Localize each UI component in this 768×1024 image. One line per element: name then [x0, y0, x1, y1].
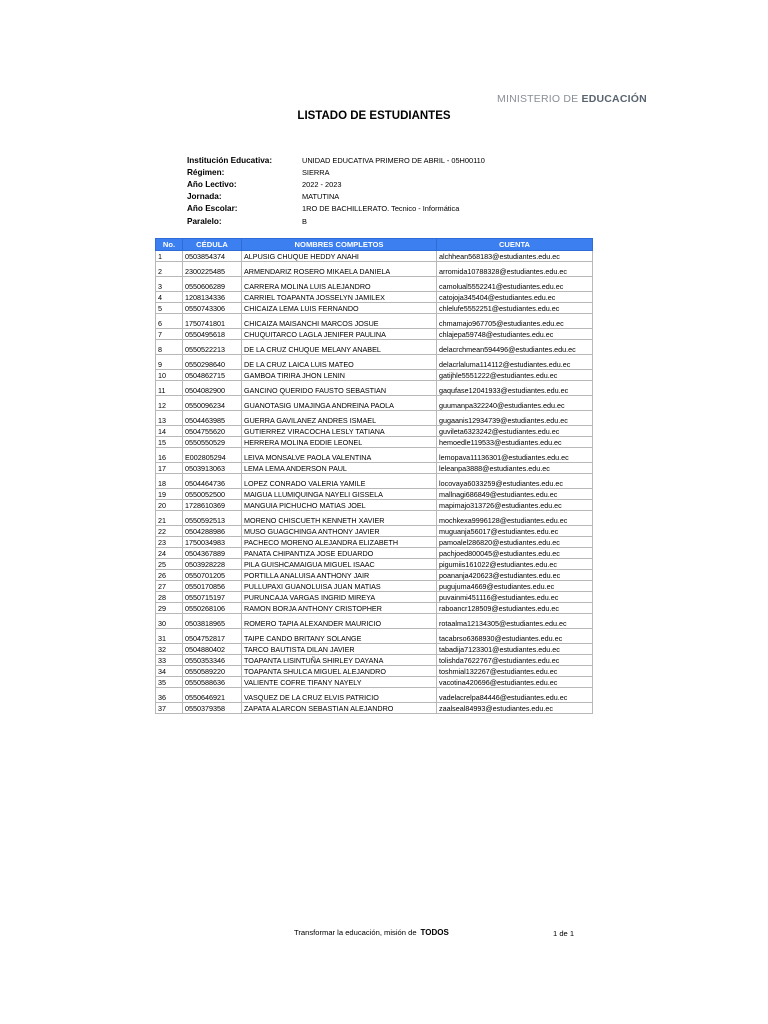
- cell-cedula: 0550701205: [183, 570, 242, 581]
- cell-cedula: 0550550529: [183, 437, 242, 448]
- cell-cedula: 0550588636: [183, 677, 242, 688]
- cell-nombre: TOAPANTA SHULCA MIGUEL ALEJANDRO: [242, 666, 437, 677]
- table-row: [156, 329, 593, 340]
- cell-cuenta: camolual5552241@estudiantes.edu.ec: [437, 277, 593, 292]
- cell-nombre: MUSO GUAGCHINGA ANTHONY JAVIER: [242, 526, 437, 537]
- cell-no: 18: [156, 474, 183, 489]
- info-label: Jornada:: [187, 192, 222, 202]
- table-row: [156, 644, 593, 655]
- info-value: 1RO DE BACHILLERATO. Tecnico - Informática: [302, 204, 460, 214]
- cell-nombre: DE LA CRUZ CHUQUE MELANY ANABEL: [242, 340, 437, 355]
- cell-cedula: 0503928228: [183, 559, 242, 570]
- cell-nombre: LOPEZ CONRADO VALERIA YAMILE: [242, 474, 437, 489]
- cell-cedula: 0504367889: [183, 548, 242, 559]
- cell-cuenta: tabadija7123301@estudiantes.edu.ec: [437, 644, 593, 655]
- table-row: [156, 370, 593, 381]
- info-value: 2022 - 2023: [302, 179, 342, 189]
- cell-cedula: 0550052500: [183, 489, 242, 500]
- table-row: [156, 303, 593, 314]
- cell-no: 23: [156, 537, 183, 548]
- cell-cuenta: catojoja345404@estudiantes.edu.ec: [437, 292, 593, 303]
- info-label: Régimen:: [187, 167, 225, 177]
- cell-cedula: 0504880402: [183, 644, 242, 655]
- table-row: [156, 474, 593, 489]
- ministry-prefix: MINISTERIO DE: [497, 93, 579, 105]
- cell-cuenta: pugujuma4669@estudiantes.edu.ec: [437, 581, 593, 592]
- cell-no: 8: [156, 340, 183, 355]
- cell-nombre: PURUNCAJA VARGAS INGRID MIREYA: [242, 592, 437, 603]
- info-row: [187, 178, 485, 190]
- footer-text: Transformar la educación, misión de: [294, 928, 417, 937]
- cell-cuenta: locovaya6033259@estudiantes.edu.ec: [437, 474, 593, 489]
- table-row: [156, 448, 593, 463]
- table-row: [156, 314, 593, 329]
- cell-nombre: CARRERA MOLINA LUIS ALEJANDRO: [242, 277, 437, 292]
- cell-no: 4: [156, 292, 183, 303]
- cell-cuenta: rotaalma12134305@estudiantes.edu.ec: [437, 614, 593, 629]
- cell-no: 28: [156, 592, 183, 603]
- header-no: No.: [156, 239, 183, 251]
- cell-no: 17: [156, 463, 183, 474]
- table-row: [156, 437, 593, 448]
- cell-nombre: PILA GUISHCAMAIGUA MIGUEL ISAAC: [242, 559, 437, 570]
- cell-nombre: LEMA LEMA ANDERSON PAUL: [242, 463, 437, 474]
- cell-no: 26: [156, 570, 183, 581]
- cell-cedula: 0550170856: [183, 581, 242, 592]
- cell-nombre: MAIGUA LLUMIQUINGA NAYELI GISSELA: [242, 489, 437, 500]
- table-row: [156, 411, 593, 426]
- table-body: [156, 251, 593, 714]
- cell-cedula: 0550495618: [183, 329, 242, 340]
- cell-nombre: GUTIERREZ VIRACOCHA LESLY TATIANA: [242, 426, 437, 437]
- cell-no: 3: [156, 277, 183, 292]
- cell-no: 35: [156, 677, 183, 688]
- cell-cedula: 0504464736: [183, 474, 242, 489]
- cell-nombre: CHICAIZA LEMA LUIS FERNANDO: [242, 303, 437, 314]
- cell-no: 15: [156, 437, 183, 448]
- cell-cedula: 0504752817: [183, 629, 242, 644]
- cell-cedula: 1750034983: [183, 537, 242, 548]
- cell-no: 2: [156, 262, 183, 277]
- table-row: [156, 262, 593, 277]
- info-value: SIERRA: [302, 167, 330, 177]
- cell-cuenta: mapimajo313726@estudiantes.edu.ec: [437, 500, 593, 511]
- table-row: [156, 526, 593, 537]
- cell-cuenta: arromida10788328@estudiantes.edu.ec: [437, 262, 593, 277]
- cell-no: 21: [156, 511, 183, 526]
- cell-nombre: CHICAIZA MAISANCHI MARCOS JOSUE: [242, 314, 437, 329]
- cell-cedula: 0550606289: [183, 277, 242, 292]
- cell-nombre: GAMBOA TIRIRA JHON LENIN: [242, 370, 437, 381]
- students-table: [155, 238, 593, 714]
- cell-no: 6: [156, 314, 183, 329]
- cell-cedula: 0503913063: [183, 463, 242, 474]
- cell-cuenta: hemoedle119533@estudiantes.edu.ec: [437, 437, 593, 448]
- cell-cuenta: gaqufase12041933@estudiantes.edu.ec: [437, 381, 593, 396]
- cell-cuenta: tacabrso6368930@estudiantes.edu.ec: [437, 629, 593, 644]
- info-row: [187, 215, 485, 227]
- table-row: [156, 381, 593, 396]
- cell-cedula: 0504755620: [183, 426, 242, 437]
- cell-nombre: MORENO CHISCUETH KENNETH XAVIER: [242, 511, 437, 526]
- cell-nombre: TARCO BAUTISTA DILAN JAVIER: [242, 644, 437, 655]
- table-row: [156, 355, 593, 370]
- table-row: [156, 396, 593, 411]
- table-row: [156, 629, 593, 644]
- cell-nombre: CARRIEL TOAPANTA JOSSELYN JAMILEX: [242, 292, 437, 303]
- cell-cuenta: muguanja56017@estudiantes.edu.ec: [437, 526, 593, 537]
- ministry-logo: [497, 93, 647, 105]
- ministry-name: EDUCACIÓN: [581, 93, 647, 105]
- cell-cuenta: chmamajo967705@estudiantes.edu.ec: [437, 314, 593, 329]
- cell-no: 30: [156, 614, 183, 629]
- cell-cedula: 0550268106: [183, 603, 242, 614]
- cell-cuenta: pamoalel286820@estudiantes.edu.ec: [437, 537, 593, 548]
- cell-no: 7: [156, 329, 183, 340]
- page-number: 1 de 1: [553, 929, 575, 938]
- table-row: [156, 677, 593, 688]
- cell-nombre: TAIPE CANDO BRITANY SOLANGE: [242, 629, 437, 644]
- cell-cuenta: mallnagi686849@estudiantes.edu.ec: [437, 489, 593, 500]
- cell-cuenta: gatijhle5551222@estudiantes.edu.ec: [437, 370, 593, 381]
- cell-no: 24: [156, 548, 183, 559]
- cell-nombre: HERRERA MOLINA EDDIE LEONEL: [242, 437, 437, 448]
- info-row: [187, 166, 485, 178]
- cell-cuenta: vadelacrelpa84446@estudiantes.edu.ec: [437, 688, 593, 703]
- cell-cuenta: lemopava11136301@estudiantes.edu.ec: [437, 448, 593, 463]
- table-row: [156, 537, 593, 548]
- cell-no: 32: [156, 644, 183, 655]
- cell-no: 1: [156, 251, 183, 262]
- cell-nombre: DE LA CRUZ LAICA LUIS MATEO: [242, 355, 437, 370]
- cell-no: 36: [156, 688, 183, 703]
- info-block: [187, 154, 485, 227]
- cell-nombre: ARMENDARIZ ROSERO MIKAELA DANIELA: [242, 262, 437, 277]
- table-header-row: [156, 239, 593, 251]
- cell-no: 19: [156, 489, 183, 500]
- cell-cedula: 0503854374: [183, 251, 242, 262]
- header-cedula: CÉDULA: [183, 239, 242, 251]
- cell-nombre: RAMON BORJA ANTHONY CRISTOPHER: [242, 603, 437, 614]
- table-row: [156, 277, 593, 292]
- cell-no: 10: [156, 370, 183, 381]
- table-row: [156, 292, 593, 303]
- cell-nombre: PACHECO MORENO ALEJANDRA ELIZABETH: [242, 537, 437, 548]
- table-row: [156, 463, 593, 474]
- cell-cedula: 2300225485: [183, 262, 242, 277]
- table-row: [156, 703, 593, 714]
- cell-nombre: GANCINO QUERIDO FAUSTO SEBASTIAN: [242, 381, 437, 396]
- page-title: LISTADO DE ESTUDIANTES: [297, 110, 451, 122]
- cell-nombre: VASQUEZ DE LA CRUZ ELVIS PATRICIO: [242, 688, 437, 703]
- info-row: [187, 154, 485, 166]
- cell-cedula: 1208134336: [183, 292, 242, 303]
- info-label: Año Lectivo:: [187, 179, 237, 189]
- cell-nombre: VALIENTE COFRE TIFANY NAYELY: [242, 677, 437, 688]
- header-cuenta: CUENTA: [437, 239, 593, 251]
- table-row: [156, 570, 593, 581]
- cell-nombre: GUERRA GAVILANEZ ANDRES ISMAEL: [242, 411, 437, 426]
- cell-cedula: 0550743306: [183, 303, 242, 314]
- cell-nombre: ROMERO TAPIA ALEXANDER MAURICIO: [242, 614, 437, 629]
- table-row: [156, 655, 593, 666]
- table-row: [156, 500, 593, 511]
- table-row: [156, 489, 593, 500]
- info-value: UNIDAD EDUCATIVA PRIMERO DE ABRIL - 05H00110: [302, 155, 485, 165]
- cell-cedula: 0504082900: [183, 381, 242, 396]
- info-value: B: [302, 216, 307, 226]
- cell-no: 25: [156, 559, 183, 570]
- cell-cuenta: poananja420623@estudiantes.edu.ec: [437, 570, 593, 581]
- table-row: [156, 251, 593, 262]
- header-nombres: NOMBRES COMPLETOS: [242, 239, 437, 251]
- table-row: [156, 603, 593, 614]
- table-row: [156, 666, 593, 677]
- cell-cedula: 0550589220: [183, 666, 242, 677]
- cell-cuenta: delacrlaluma114112@estudiantes.edu.ec: [437, 355, 593, 370]
- cell-nombre: ALPUSIG CHUQUE HEDDY ANAHI: [242, 251, 437, 262]
- cell-cedula: 0550522213: [183, 340, 242, 355]
- cell-no: 27: [156, 581, 183, 592]
- cell-no: 11: [156, 381, 183, 396]
- cell-no: 5: [156, 303, 183, 314]
- cell-cuenta: mochkexa9996128@estudiantes.edu.ec: [437, 511, 593, 526]
- cell-no: 20: [156, 500, 183, 511]
- cell-nombre: PANATA CHIPANTIZA JOSE EDUARDO: [242, 548, 437, 559]
- cell-cuenta: chlajepa59748@estudiantes.edu.ec: [437, 329, 593, 340]
- cell-cuenta: leleanpa3888@estudiantes.edu.ec: [437, 463, 593, 474]
- cell-no: 34: [156, 666, 183, 677]
- cell-cuenta: tolishda7622767@estudiantes.edu.ec: [437, 655, 593, 666]
- info-label: Paralelo:: [187, 216, 222, 226]
- cell-cuenta: pigumiis161022@estudiantes.edu.ec: [437, 559, 593, 570]
- cell-cuenta: toshmial132267@estudiantes.edu.ec: [437, 666, 593, 677]
- info-value: MATUTINA: [302, 192, 340, 202]
- cell-cedula: 0550096234: [183, 396, 242, 411]
- cell-cuenta: guumanpa322240@estudiantes.edu.ec: [437, 396, 593, 411]
- table-row: [156, 581, 593, 592]
- table-row: [156, 688, 593, 703]
- cell-cedula: 0550353346: [183, 655, 242, 666]
- table-row: [156, 340, 593, 355]
- cell-nombre: CHUQUITARCO LAGLA JENIFER PAULINA: [242, 329, 437, 340]
- cell-nombre: GUANOTASIG UMAJINGA ANDREINA PAOLA: [242, 396, 437, 411]
- cell-cedula: 0504463985: [183, 411, 242, 426]
- cell-nombre: ZAPATA ALARCON SEBASTIAN ALEJANDRO: [242, 703, 437, 714]
- cell-no: 22: [156, 526, 183, 537]
- cell-nombre: PULLUPAXI GUANOLUISA JUAN MATIAS: [242, 581, 437, 592]
- cell-no: 37: [156, 703, 183, 714]
- cell-cuenta: zaalseal84993@estudiantes.edu.ec: [437, 703, 593, 714]
- cell-no: 12: [156, 396, 183, 411]
- cell-no: 31: [156, 629, 183, 644]
- cell-cuenta: guvileta6323242@estudiantes.edu.ec: [437, 426, 593, 437]
- cell-cedula: 0504862715: [183, 370, 242, 381]
- cell-cuenta: gugaanis12934739@estudiantes.edu.ec: [437, 411, 593, 426]
- cell-cuenta: raboancr128509@estudiantes.edu.ec: [437, 603, 593, 614]
- cell-cedula: 0503818965: [183, 614, 242, 629]
- cell-cedula: 0550379358: [183, 703, 242, 714]
- cell-nombre: LEIVA MONSALVE PAOLA VALENTINA: [242, 448, 437, 463]
- footer-emphasis: TODOS: [420, 928, 449, 937]
- cell-cuenta: puvainmi451116@estudiantes.edu.ec: [437, 592, 593, 603]
- info-label: Año Escolar:: [187, 204, 238, 214]
- info-row: [187, 191, 485, 203]
- cell-cedula: 0550298640: [183, 355, 242, 370]
- cell-no: 9: [156, 355, 183, 370]
- cell-cedula: E002805294: [183, 448, 242, 463]
- cell-cedula: 1750741801: [183, 314, 242, 329]
- table-row: [156, 559, 593, 570]
- cell-cedula: 0550592513: [183, 511, 242, 526]
- cell-cuenta: alchhean568183@estudiantes.edu.ec: [437, 251, 593, 262]
- cell-cuenta: delacrchmean594496@estudiantes.edu.ec: [437, 340, 593, 355]
- cell-cedula: 0550646921: [183, 688, 242, 703]
- cell-nombre: MANGUIA PICHUCHO MATIAS JOEL: [242, 500, 437, 511]
- table-row: [156, 511, 593, 526]
- cell-nombre: TOAPANTA LISINTUÑA SHIRLEY DAYANA: [242, 655, 437, 666]
- cell-no: 16: [156, 448, 183, 463]
- cell-cuenta: chlelufe5552251@estudiantes.edu.ec: [437, 303, 593, 314]
- table-row: [156, 614, 593, 629]
- cell-nombre: PORTILLA ANALUISA ANTHONY JAIR: [242, 570, 437, 581]
- cell-no: 29: [156, 603, 183, 614]
- cell-no: 14: [156, 426, 183, 437]
- info-label: Institución Educativa:: [187, 155, 273, 165]
- cell-cuenta: pachjoed800045@estudiantes.edu.ec: [437, 548, 593, 559]
- footer-slogan: [294, 928, 449, 937]
- table-row: [156, 426, 593, 437]
- cell-cedula: 1728610369: [183, 500, 242, 511]
- cell-no: 33: [156, 655, 183, 666]
- table-row: [156, 548, 593, 559]
- cell-cuenta: vacotina420696@estudiantes.edu.ec: [437, 677, 593, 688]
- cell-cedula: 0504288986: [183, 526, 242, 537]
- info-row: [187, 203, 485, 215]
- table-row: [156, 592, 593, 603]
- cell-no: 13: [156, 411, 183, 426]
- cell-cedula: 0550715197: [183, 592, 242, 603]
